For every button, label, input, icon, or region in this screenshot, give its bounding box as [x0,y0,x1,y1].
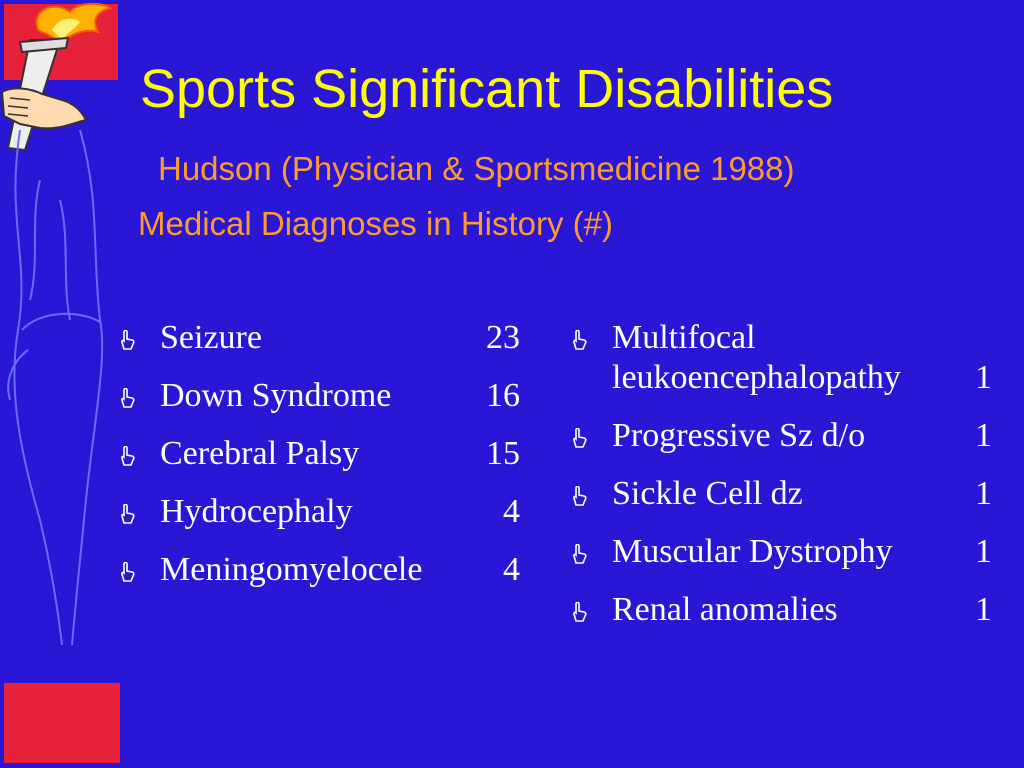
slide-title: Sports Significant Disabilities [140,59,834,119]
list-item [120,376,520,416]
diagnosis-label: Renal anomalies [612,591,838,628]
diagnosis-count: 23 [486,319,520,356]
hand-pointer-icon [572,486,588,506]
list-item [120,434,520,474]
diagnosis-label: Seizure [160,319,262,356]
diagnosis-label: Meningomyelocele [160,551,423,588]
hand-pointer-icon [120,562,136,582]
subtitle-source: Hudson (Physician & Sportsmedicine 1988) [158,150,795,187]
list-item [120,550,520,590]
hand-pointer-icon [572,602,588,622]
diagnosis-count: 4 [503,493,520,530]
hand-pointer-icon [572,330,588,350]
diagnosis-count: 4 [503,551,520,588]
list-item [572,590,992,630]
diagnosis-label: Hydrocephaly [160,493,353,530]
subtitle-heading: Medical Diagnoses in History (#) [138,205,614,242]
diagnosis-count: 1 [975,533,992,570]
diagnosis-label: Progressive Sz d/o [612,417,866,454]
diagnosis-label: Cerebral Palsy [160,435,360,472]
diagnosis-label-line2: leukoencephalopathy [612,359,901,396]
list-item [572,532,992,572]
list-item [572,416,992,456]
list-item [572,474,992,514]
hand-pointer-icon [120,388,136,408]
list-item [572,318,992,398]
diagnosis-list-right [572,318,992,648]
hand-pointer-icon [120,330,136,350]
diagnosis-label: Down Syndrome [160,377,392,414]
diagnosis-count: 16 [486,377,520,414]
diagnosis-list-left [120,318,520,608]
list-item [120,318,520,358]
list-item [120,492,520,532]
diagnosis-label-line1: Multifocal [612,319,756,356]
diagnosis-count: 1 [975,475,992,512]
diagnosis-count: 1 [975,417,992,454]
hand-pointer-icon [572,428,588,448]
hand-pointer-icon [572,544,588,564]
diagnosis-count: 1 [975,591,992,628]
diagnosis-count: 15 [486,435,520,472]
diagnosis-label: Sickle Cell dz [612,475,803,512]
hand-pointer-icon [120,446,136,466]
diagnosis-label: Muscular Dystrophy [612,533,893,570]
hand-pointer-icon [120,504,136,524]
diagnosis-count: 1 [975,359,992,396]
